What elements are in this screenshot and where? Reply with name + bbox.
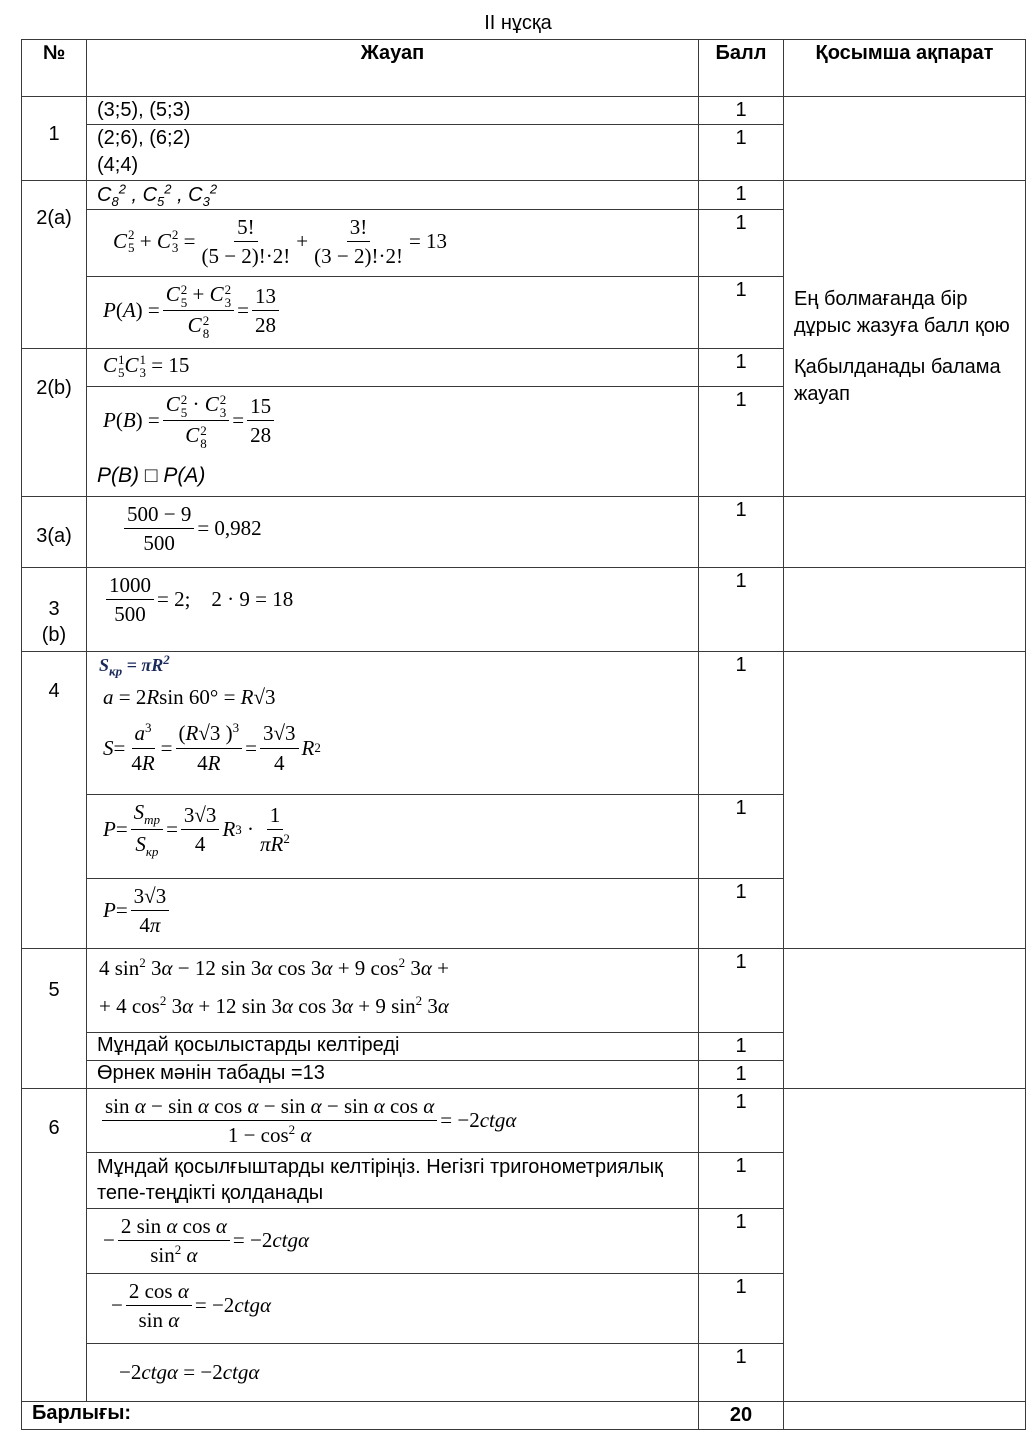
extra-cell (784, 496, 1026, 567)
formula: − $\frac{\text{2 sin α cos α}}{\sin^2 \alpha}$ = −2 ctgα (103, 1214, 310, 1268)
question-label: 2(b) (36, 376, 72, 399)
question-label: 3(a) (36, 524, 72, 547)
score-cell: 1 (699, 1209, 784, 1274)
extra-cell (784, 1401, 1026, 1429)
answer-cell (87, 125, 699, 181)
document-title: II нұсқа (484, 12, 552, 34)
answer-cell (87, 181, 699, 210)
answer-cell (87, 948, 699, 1032)
answer-text: (4;4) (97, 154, 139, 176)
formula: + 4 $\cos^2 3\alpha + 12$ sin 3α cos 3α + 9 $\sin^2 3\alpha$ (99, 992, 449, 1018)
question-label: 1 (48, 123, 60, 145)
score-cell: 1 (699, 1088, 784, 1153)
score-cell: 1 (699, 1273, 784, 1343)
formula: 4 $\sin^2 3\alpha - 12$ sin 3α cos 3α + 9 $\cos^2 3\alpha$ + (99, 954, 449, 980)
formula: P = $\frac{S_{тр}}{S_{кр}}$ = $\frac{3√3}{4}$ R 3 · $\frac{1}{\pi R^2}$ (103, 799, 290, 860)
answer-cell (87, 1088, 699, 1153)
extra-cell (784, 181, 1026, 497)
score-cell: 1 (699, 386, 784, 496)
score-cell: 1 (699, 209, 784, 276)
table-row (22, 948, 1026, 1032)
table-row (22, 496, 1026, 567)
header-score: Балл (699, 40, 784, 97)
question-number (22, 651, 87, 948)
extra-cell (784, 1088, 1026, 1401)
question-label: 2(a) (36, 207, 72, 229)
answer-cell: Өрнек мәнін табады =13 (87, 1060, 699, 1088)
score-cell: 1 (699, 97, 784, 125)
table-row (22, 567, 1026, 651)
answer-cell (87, 209, 699, 276)
score-cell: 1 (699, 948, 784, 1032)
question-label: 6 (48, 1116, 60, 1139)
total-score: 20 (699, 1401, 784, 1429)
answer-cell: Мұндай қосылыстарды келтіреді (87, 1032, 699, 1060)
formula: −2ctgα = −2ctgα (119, 1359, 260, 1384)
score-cell: 1 (699, 496, 784, 567)
score-cell: 1 (699, 567, 784, 651)
formula: $C_8^2$ , $C_5^2$ , $C_3^2$ (97, 181, 218, 209)
extra-cell (784, 567, 1026, 651)
table-row (22, 651, 1026, 794)
question-number (22, 1088, 87, 1401)
score-cell: 1 (699, 1060, 784, 1088)
score-cell: 1 (699, 651, 784, 794)
question-number (22, 348, 87, 496)
answer-cell (87, 276, 699, 348)
answer-cell (87, 496, 699, 567)
formula: P ( B ) = C 2 5 · C 2 3 C 2 8 = $\frac{15}{28}$ (97, 387, 688, 454)
formula: $\frac{500 - 9}{500}$ = 0,982 (97, 497, 688, 561)
formula: $S_{кр} = \pi R^2$ (99, 651, 170, 679)
score-cell: 1 (699, 878, 784, 948)
score-cell: 1 (699, 794, 784, 878)
answer-cell (87, 1209, 699, 1274)
answer-cell (87, 794, 699, 878)
formula: S = $\frac{a^3}{4R}$ = $\frac{(R√3 )^3}{4R}$ = $\frac{3√3}{4}$ R 2 (103, 720, 321, 775)
question-label: 3 (b) (41, 597, 67, 646)
answer-cell (87, 878, 699, 948)
table-row (22, 181, 1026, 210)
formula: a = 2Rsin 60° = R√3 (103, 685, 276, 710)
header-extra: Қосымша ақпарат (784, 40, 1026, 97)
header-row (22, 40, 1026, 97)
header-number: № (22, 40, 87, 97)
score-cell: 1 (699, 276, 784, 348)
formula: C 2 5 + C 2 3 = $\frac{5!}{(5 - 2)!\cdot 2!}$ + $\frac{3!}{(3 - 2)!\cdot 2!}$ = 13 (113, 214, 448, 268)
answer-cell (87, 1273, 699, 1343)
formula: $\frac{\text{sin α − sin α cos α − sin α − sin α cos α}}{1 - \cos^2 \alpha}$ = −2 ctgα (97, 1089, 688, 1153)
formula: C 1 5 C 1 3 = 15 (103, 351, 190, 380)
note-text: Қабылданады балама жауап (794, 356, 1001, 406)
answer-cell (87, 567, 699, 651)
question-number (22, 496, 87, 567)
answer-cell: Мұндай қосылғыштарды келтіріңіз. Негізгі тригонометриялық тепе-теңдікті қолданады (87, 1153, 699, 1209)
formula: − $\frac{\text{2 cos α}}{\text{sin α}}$ = −2 ctgα (111, 1278, 271, 1332)
header-answer: Жауап (87, 40, 699, 97)
question-number (22, 948, 87, 1088)
answer-key-table (21, 39, 1026, 1430)
answer-text: (2;6), (6;2) (97, 127, 191, 149)
total-row (22, 1401, 1026, 1429)
question-label: 4 (48, 679, 60, 702)
formula: P ( A ) = C 2 5 + C 2 3 C 2 8 = $\frac{13}{28}$ (97, 277, 688, 344)
score-cell: 1 (699, 348, 784, 386)
answer-cell (87, 348, 699, 386)
formula: $\frac{1000}{500}$ = 2; 2 · 9 = 18 (97, 568, 688, 632)
question-label: 5 (48, 978, 60, 1001)
score-cell: 1 (699, 1153, 784, 1209)
score-cell: 1 (699, 181, 784, 210)
score-cell: 1 (699, 125, 784, 181)
extra-cell (784, 651, 1026, 948)
table-row (22, 97, 1026, 125)
question-number (22, 97, 87, 181)
table-row (22, 1088, 1026, 1153)
answer-cell (87, 386, 699, 496)
extra-cell (784, 948, 1026, 1088)
note-text: Ең болмағанда бір дұрыс жазуға балл қою (794, 288, 1010, 338)
answer-cell: (3;5), (5;3) (87, 97, 699, 125)
score-cell: 1 (699, 1032, 784, 1060)
formula: P = $\frac{3√3}{4\pi}$ (97, 879, 688, 943)
answer-cell (87, 651, 699, 794)
question-number (22, 181, 87, 349)
formula: P(B) □ P(A) (97, 464, 206, 488)
answer-cell (87, 1343, 699, 1401)
score-cell: 1 (699, 1343, 784, 1401)
extra-cell (784, 97, 1026, 181)
question-number (22, 567, 87, 651)
total-label: Барлығы: (22, 1401, 699, 1429)
